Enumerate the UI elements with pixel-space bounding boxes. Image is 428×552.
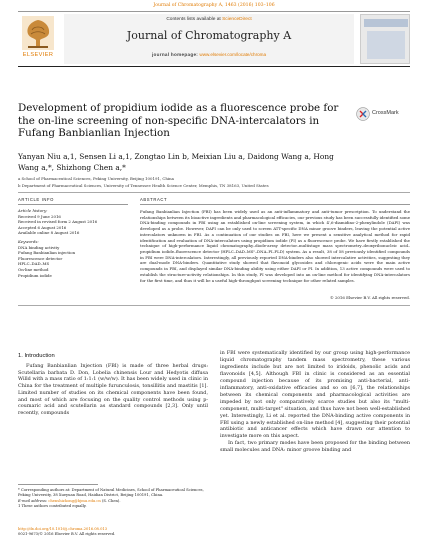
journal-reference: Journal of Chromatography A, 1463 (2016) 103–106 [153,3,275,8]
abstract-heading: ABSTRACT [140,197,168,202]
keywords-title: Keywords: [18,239,39,244]
elsevier-tree-icon [22,16,54,50]
doi-block [18,527,208,538]
history-title: Article history: [18,208,48,213]
history-item: Received 9 June 2016 [18,213,61,219]
footnote-corresponding: * Corresponding authors at: Department of Natural Medicines, School of Pharmaceutical Sciences, Peking University, 38 Xueyuan Road, Haidian District, Beijing 100191, China. [18,488,204,498]
journal-masthead [18,11,410,67]
crossmark-icon [356,107,370,121]
history-item: Received in revised form 2 August 2016 [18,219,98,225]
keyword: DNA binding activity [18,244,60,250]
crossmark-label: CrossMark [372,110,399,116]
crossmark-badge[interactable] [356,106,408,122]
article-authors: Yanyan Niu a,1, Sensen Li a,1, Zongtao Lin b, Meixian Liu a, Daidong Wang a, Hong Wang a,*, Shizhong Chen a,* [18,152,334,172]
history-item: Accepted 6 August 2016 [18,224,67,230]
journal-title[interactable]: Journal of Chromatography A [126,29,292,42]
body-paragraph: In fact, two primary modes have been proposed for the binding between small molecules and DNA: minor groove binding and [220,440,410,454]
contents-line [64,17,354,22]
keyword: Fluorescence detector [18,255,63,261]
email-label: E-mail address: [18,498,48,503]
masthead-center [64,14,354,64]
abstract-text: Fufang Banbianlian Injection (FBI) has been widely used as an anti-inflammatory and anti-tumor prescription. To understand the relationships between its bioactive ingredients and pharmacological efficacies, our previous study has been successfully identified some DNA-binding compounds in FBI using an established on-line screening system, in which 4′,6-diamidino-2-phenylindole (DAPI) was developed as a probe. However, DAPI can be only used to screen ATT-specific DNA minor groove binders, leaving the potential active intercalators unknown in FBI. As a continuation of our studies on FBI, here we present a sensitive analytical method for rapid identification and evaluation of DNA-intercalators using propidium iodide (PI) as a fluorescence probe. We have firstly established the technique of high-performance liquid chromatography–diode-array detector–multistage mass spectrometry–deoxyribonucleic acid–propidium iodide–fluorescence detector (HPLC–DAD–MSⁿ–DNA–PI–FLD) system. As a result, 38 of 58 previously identified compounds in FBI were DNA-intercalators. Interestingly, all previously reported DNA-binders also showed intercalative activities, suggesting they are dual-mode DNA-binders. Quantitative study showed that flavonoid glycosides and chlorogenic acids were the main active compounds in FBI, and displayed similar DNA-binding ability using either DAPI or PI. In addition, 13 active compounds were used to establish the structure-activity relationships. In this study, PI was developed into an on-line method for identifying DNA-intercalators for the first time, and thus it will be a useful high-throughput screening technique for other related samples. [140,209,410,283]
body-left-column [18,363,208,417]
header-divider [18,192,410,193]
article-history [18,208,128,236]
issn-line: 0021-9673/© 2016 Elsevier B.V. All rights reserved. [18,532,116,537]
body-paragraph: Fufang Banbianlian Injection (FBI) is made of three herbal drugs: Scutellaria barbata D. Don, Lobelia chinensis Lour and Hedyotis diffusa Willd with a mass ratio of 1:1:1 (w/w/w). It has been widely used in clinic in China for the treatment of multiple furunculosis, tonsillitis and mastitis [1]. Limited number of studies on its chemical components have been found, and most of which are focusing on the quality control methods using p-coumaric acid and scutellarin as standard compounds [2,3]. Only until recently, compounds [18,363,208,416]
abstract-copyright: © 2016 Elsevier B.V. All rights reserved. [329,295,410,300]
contents-prefix: Contents lists available at [166,17,221,22]
article-title: Development of propidium iodide as a fluorescence probe for the on-line screening of non-specific DNA-intercalators in Fufang Banbianlian Injection [18,102,339,139]
abstract-divider [18,305,410,306]
footnote-rule [18,484,98,485]
email-link[interactable]: chenshizhong@bjmu.edu.cn [48,498,101,503]
publisher-logo-text: ELSEVIER [22,52,54,58]
sciencedirect-link[interactable]: ScienceDirect [222,17,252,22]
email-suffix: (S. Chen). [101,498,121,503]
homepage-link[interactable]: www.elsevier.com/locate/chroma [199,52,267,57]
keyword: Fufang Banbianlian injection [18,250,76,256]
keywords-list [18,239,128,278]
article-info-rule [18,204,128,205]
homepage-label: journal homepage: [151,52,199,57]
section-heading: 1. Introduction [18,353,55,359]
elsevier-logo[interactable] [18,14,58,62]
doi-link[interactable]: http://dx.doi.org/10.1016/j.chroma.2016.08.013 [18,527,108,531]
keyword: Propidium iodide [18,272,52,278]
keyword: On-line method [18,266,49,272]
history-item: Available online 8 August 2016 [18,230,80,236]
article-info-heading: ARTICLE INFO [18,197,54,202]
footnote-equal: 1 These authors contributed equally. [18,503,87,508]
abstract-rule [140,204,410,205]
body-paragraph: in FBI were systematically identified by our group using high-performance liquid chromatography tandem mass spectrometry, these various ingredients include but are not limited to iridoids, phenolic acids and flavonoids [4,5]. Although FBI in clinic is considered as an essential compound injection because of its promising anti-bacterial, anti-inflammatory, anti-oxidative efficacies and so on [6,7], the relationships between its chemical components and pharmacological activities are impeded by not only comparatively scarce studies but also its "multi-component, multi-target" situation, and thus have not been well-established yet. Interestingly, Li et al. reported the DNA-binding active components in FBI using a newly established on-line method [4], suggesting their potential antibiotic and anticancer effects which have drawn our attention to investigate more on this aspect. [220,350,410,440]
affiliation-a: a School of Pharmaceutical Sciences, Peking University, Beijing 100191, China [18,176,174,181]
affiliation-b: b Department of Pharmaceutical Sciences, University of Tennessee Health Science Center, Memphis, TN 38163, United States [18,183,269,188]
footnotes [18,488,208,509]
journal-homepage [64,52,354,57]
cover-image [367,31,405,59]
cover-band [364,19,408,27]
keyword: HPLC–DAD–MS [18,261,50,267]
body-right-column [220,350,410,454]
journal-cover-thumbnail[interactable] [360,14,410,64]
